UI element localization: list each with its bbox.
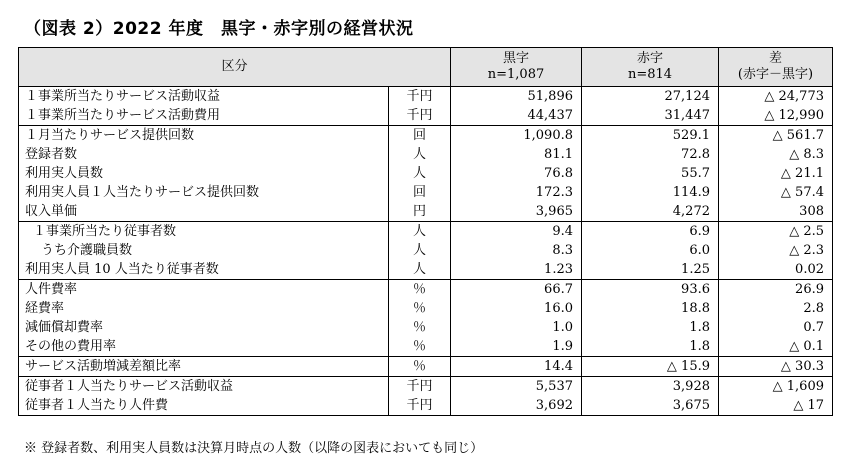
table-header-row: [19, 48, 833, 87]
header-category: 区分: [19, 48, 451, 87]
value-red: 3,675: [582, 396, 719, 416]
table-row: [19, 106, 833, 126]
value-black: 172.3: [451, 183, 582, 202]
row-unit: 回: [389, 126, 451, 146]
value-red: 3,928: [582, 377, 719, 397]
table-row: [19, 87, 833, 107]
value-red: 72.8: [582, 145, 719, 164]
row-label: 経費率: [19, 299, 389, 318]
page-title: （図表 2）2022 年度 黒字・赤字別の経営状況: [24, 19, 414, 39]
row-label: １事業所当たり従事者数: [19, 222, 389, 242]
table-row: [19, 280, 833, 300]
header-diff-label: 差: [768, 51, 782, 66]
value-diff: 308: [719, 202, 833, 222]
table-row: [19, 126, 833, 146]
row-unit: 千円: [389, 377, 451, 397]
value-red: 6.9: [582, 222, 719, 242]
row-unit: ％: [389, 357, 451, 377]
value-black: 1.9: [451, 337, 582, 357]
row-label: 利用実人員数: [19, 164, 389, 183]
value-black: 3,965: [451, 202, 582, 222]
row-label: １月当たりサービス提供回数: [19, 126, 389, 146]
value-diff: △ 17: [719, 396, 833, 416]
value-diff: △ 24,773: [719, 87, 833, 107]
header-black-n: n=1,087: [487, 67, 545, 82]
table-row: [19, 183, 833, 202]
header-diff-sub: (赤字－黒字): [737, 67, 814, 82]
table-row: [19, 299, 833, 318]
row-unit: 人: [389, 241, 451, 260]
value-diff: △ 1,609: [719, 377, 833, 397]
header-red: [582, 48, 719, 87]
row-unit: 千円: [389, 396, 451, 416]
header-red-n: n=814: [627, 67, 673, 82]
row-label: 減価償却費率: [19, 318, 389, 337]
value-red: 18.8: [582, 299, 719, 318]
row-unit: ％: [389, 318, 451, 337]
financial-table: [18, 47, 833, 416]
value-diff: 0.7: [719, 318, 833, 337]
row-unit: ％: [389, 280, 451, 300]
row-unit: 人: [389, 145, 451, 164]
row-label: サービス活動増減差額比率: [19, 357, 389, 377]
value-black: 51,896: [451, 87, 582, 107]
table-row: [19, 337, 833, 357]
row-label: うち介護職員数: [19, 241, 389, 260]
value-black: 66.7: [451, 280, 582, 300]
value-red: 4,272: [582, 202, 719, 222]
table-row: [19, 260, 833, 280]
value-black: 44,437: [451, 106, 582, 126]
row-unit: 人: [389, 164, 451, 183]
table-row: [19, 202, 833, 222]
table-row: [19, 222, 833, 242]
value-diff: △ 2.5: [719, 222, 833, 242]
value-red: 55.7: [582, 164, 719, 183]
row-label: 利用実人員 10 人当たり従事者数: [19, 260, 389, 280]
row-label: 登録者数: [19, 145, 389, 164]
value-red: 1.25: [582, 260, 719, 280]
value-red: 529.1: [582, 126, 719, 146]
value-red: 1.8: [582, 337, 719, 357]
value-red: 114.9: [582, 183, 719, 202]
row-unit: ％: [389, 299, 451, 318]
value-black: 1,090.8: [451, 126, 582, 146]
row-label: その他の費用率: [19, 337, 389, 357]
value-diff: △ 21.1: [719, 164, 833, 183]
row-unit: 千円: [389, 106, 451, 126]
row-label: 従事者１人当たり人件費: [19, 396, 389, 416]
value-red: 27,124: [582, 87, 719, 107]
row-unit: 千円: [389, 87, 451, 107]
value-diff: △ 2.3: [719, 241, 833, 260]
value-diff: △ 57.4: [719, 183, 833, 202]
row-label: １事業所当たりサービス活動収益: [19, 87, 389, 107]
value-diff: 0.02: [719, 260, 833, 280]
table-row: [19, 241, 833, 260]
header-diff: [719, 48, 833, 87]
value-diff: △ 0.1: [719, 337, 833, 357]
row-unit: ％: [389, 337, 451, 357]
value-black: 1.23: [451, 260, 582, 280]
row-label: 人件費率: [19, 280, 389, 300]
table-row: [19, 357, 833, 377]
value-diff: △ 8.3: [719, 145, 833, 164]
value-black: 3,692: [451, 396, 582, 416]
table-row: [19, 396, 833, 416]
row-label: 利用実人員１人当たりサービス提供回数: [19, 183, 389, 202]
value-red: 93.6: [582, 280, 719, 300]
value-black: 76.8: [451, 164, 582, 183]
row-label: 収入単価: [19, 202, 389, 222]
table-row: [19, 164, 833, 183]
value-diff: △ 561.7: [719, 126, 833, 146]
value-diff: △ 30.3: [719, 357, 833, 377]
header-black: [451, 48, 582, 87]
value-black: 14.4: [451, 357, 582, 377]
table-row: [19, 145, 833, 164]
row-unit: 円: [389, 202, 451, 222]
table-body: [19, 87, 833, 416]
row-unit: 人: [389, 260, 451, 280]
value-black: 1.0: [451, 318, 582, 337]
value-black: 16.0: [451, 299, 582, 318]
value-red: 1.8: [582, 318, 719, 337]
header-black-label: 黒字: [502, 51, 529, 66]
footnote: ※ 登録者数、利用実人員数は決算月時点の人数（以降の図表においても同じ）: [24, 441, 484, 456]
value-black: 9.4: [451, 222, 582, 242]
row-unit: 回: [389, 183, 451, 202]
header-red-label: 赤字: [636, 51, 663, 66]
value-black: 8.3: [451, 241, 582, 260]
row-label: 従事者１人当たりサービス活動収益: [19, 377, 389, 397]
value-red: 6.0: [582, 241, 719, 260]
value-red: △ 15.9: [582, 357, 719, 377]
row-unit: 人: [389, 222, 451, 242]
value-red: 31,447: [582, 106, 719, 126]
table-row: [19, 318, 833, 337]
value-diff: 2.8: [719, 299, 833, 318]
value-diff: △ 12,990: [719, 106, 833, 126]
row-label: １事業所当たりサービス活動費用: [19, 106, 389, 126]
table-row: [19, 377, 833, 397]
value-diff: 26.9: [719, 280, 833, 300]
value-black: 5,537: [451, 377, 582, 397]
value-black: 81.1: [451, 145, 582, 164]
